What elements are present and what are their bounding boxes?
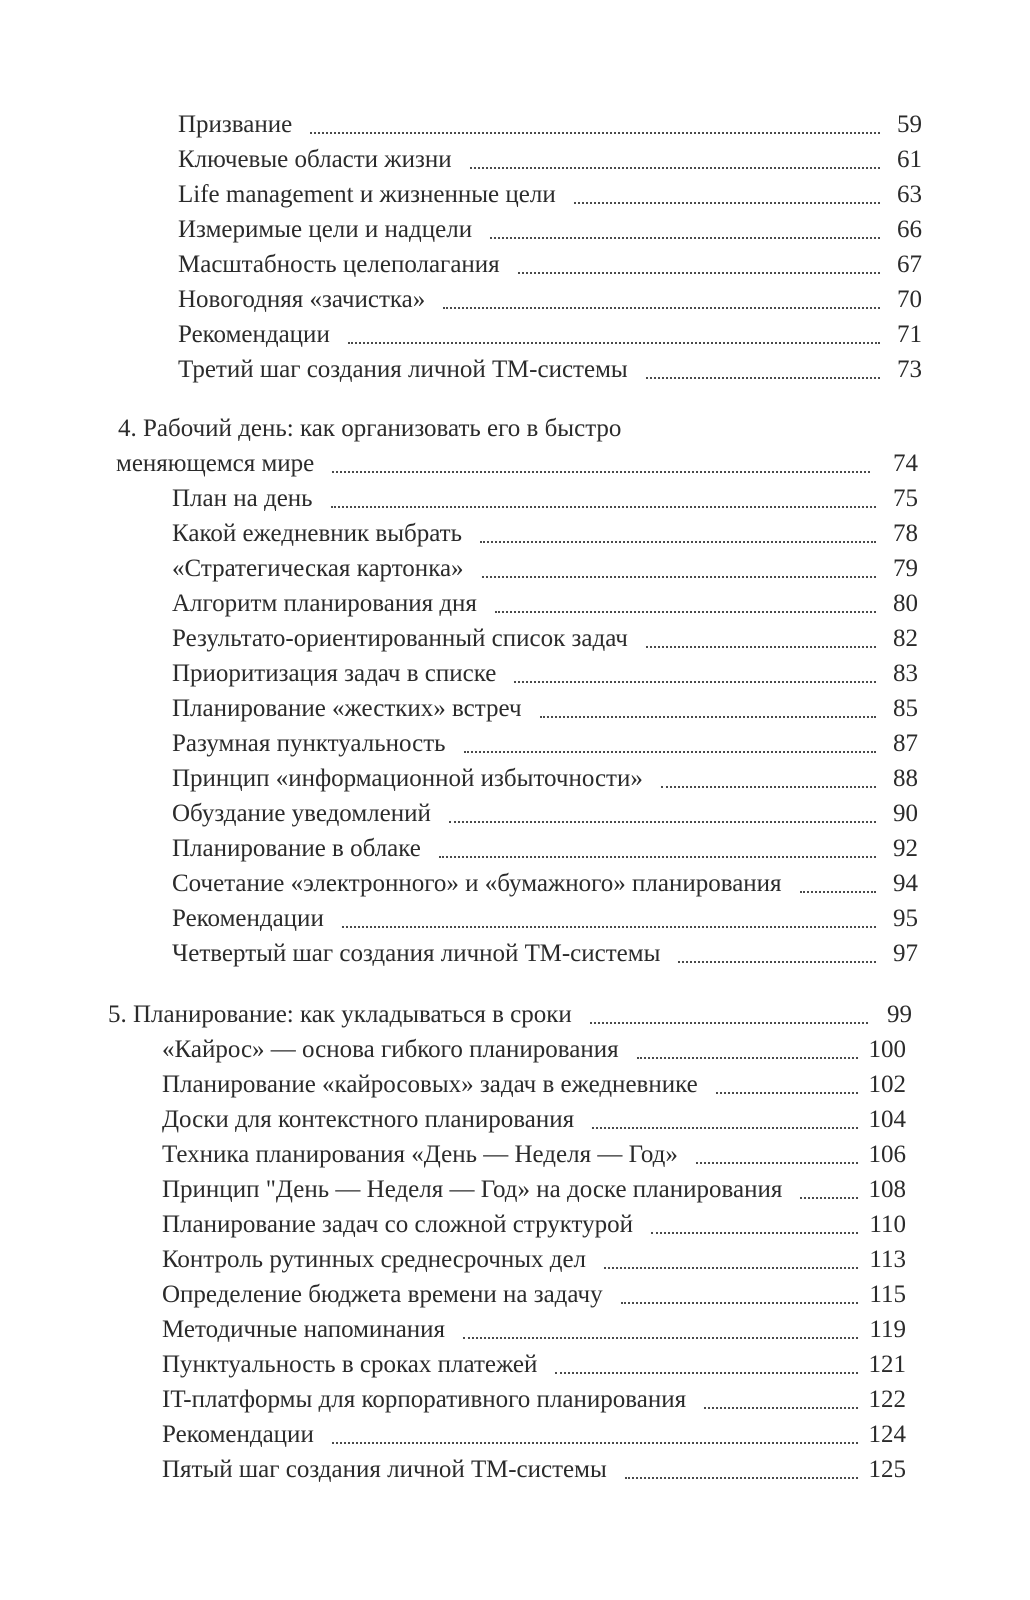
toc-entry [0, 1070, 1030, 1105]
toc-entry-title: Сочетание «электронного» и «бумажного» планирования [172, 870, 782, 897]
toc-entry-title: Принцип «информационной избыточности» [172, 765, 643, 792]
page-number: 73 [897, 356, 922, 383]
toc-entry [0, 110, 1030, 145]
toc-entry-title: Измеримые цели и надцели [178, 216, 473, 243]
toc-entry-title: План на день [172, 485, 313, 512]
toc-entry-title: Доски для контекстного планирования [162, 1106, 575, 1133]
dot-leader [678, 961, 876, 963]
page-number: 78 [893, 520, 918, 547]
dot-leader [590, 1022, 868, 1024]
dot-leader [482, 576, 876, 578]
toc-entry-title: Техника планирования «День — Неделя — Год» [162, 1141, 678, 1168]
toc-entry [0, 1350, 1030, 1385]
toc-entry [0, 1455, 1030, 1490]
toc-entry [0, 764, 1030, 799]
toc-entry [0, 250, 1030, 285]
page-number: 104 [868, 1106, 906, 1133]
page-number: 94 [893, 870, 918, 897]
page-number: 121 [868, 1351, 906, 1378]
dot-leader [621, 1302, 858, 1304]
dot-leader [490, 237, 880, 239]
chapter-title-continued: меняющемся мире [116, 450, 315, 477]
toc-entry [0, 659, 1030, 694]
toc-entry-title: «Стратегическая картонка» [172, 555, 464, 582]
toc-entry [0, 694, 1030, 729]
page-number: 92 [893, 835, 918, 862]
toc-entry-title: Планирование в облаке [172, 835, 421, 862]
dot-leader [518, 272, 880, 274]
dot-leader [637, 1057, 858, 1059]
toc-entry [0, 145, 1030, 180]
page-number: 125 [868, 1456, 906, 1483]
toc-entry [0, 1210, 1030, 1245]
toc-entry-title: Рекомендации [172, 905, 324, 932]
toc-section-3-continued [0, 110, 1030, 390]
dot-leader [439, 856, 876, 858]
toc-entry [0, 834, 1030, 869]
page-number: 82 [893, 625, 918, 652]
page-number: 67 [897, 251, 922, 278]
dot-leader [310, 132, 880, 134]
dot-leader [696, 1162, 858, 1164]
toc-entry-title: Обуздание уведомлений [172, 800, 431, 827]
toc-entry [0, 589, 1030, 624]
page-number: 87 [893, 730, 918, 757]
chapter-title: 4. Рабочий день: как организовать его в быстро [118, 415, 622, 442]
toc-entry-title: Планирование задач со сложной структурой [162, 1211, 634, 1238]
toc-entry-title: «Кайрос» — основа гибкого планирования [162, 1036, 619, 1063]
page-number: 70 [897, 286, 922, 313]
toc-entry-title: Четвертый шаг создания личной ТМ-системы [172, 940, 661, 967]
toc-entry [0, 1105, 1030, 1140]
toc-entry [0, 1280, 1030, 1315]
toc-entry [0, 624, 1030, 659]
page-number: 66 [897, 216, 922, 243]
toc-entry [0, 904, 1030, 939]
toc-entry-title: Алгоритм планирования дня [172, 590, 477, 617]
page-number: 108 [868, 1176, 906, 1203]
toc-entry-title: Рекомендации [178, 321, 330, 348]
page-number: 122 [868, 1386, 906, 1413]
page-number: 99 [887, 1001, 912, 1028]
toc-entry [0, 1245, 1030, 1280]
page-number: 80 [893, 590, 918, 617]
toc-entry-title: Планирование «жестких» встреч [172, 695, 522, 722]
page-number: 61 [897, 146, 922, 173]
toc-entry-title: Разумная пунктуальность [172, 730, 446, 757]
toc-entry-title: Призвание [178, 111, 293, 138]
toc-entry [0, 1420, 1030, 1455]
page-number: 85 [893, 695, 918, 722]
page-number: 95 [893, 905, 918, 932]
toc-entry [0, 1385, 1030, 1420]
dot-leader [464, 751, 876, 753]
page-number: 106 [868, 1141, 906, 1168]
dot-leader [514, 681, 876, 683]
dot-leader [555, 1372, 858, 1374]
dot-leader [332, 1442, 858, 1444]
dot-leader [348, 342, 880, 344]
page-number: 115 [869, 1281, 906, 1308]
page-number: 97 [893, 940, 918, 967]
toc-entry-title: Какой ежедневник выбрать [172, 520, 463, 547]
page-number: 113 [869, 1246, 906, 1273]
toc-entry-chapter-heading [0, 449, 1030, 484]
page-number: 75 [893, 485, 918, 512]
dot-leader [443, 307, 880, 309]
toc-entry-title: Масштабность целеполагания [178, 251, 500, 278]
toc-entry [0, 484, 1030, 519]
toc-entry [0, 869, 1030, 904]
toc-entry-title: Life management и жизненные цели [178, 181, 556, 208]
page-number: 102 [868, 1071, 906, 1098]
toc-entry [0, 285, 1030, 320]
toc-entry-title: Определение бюджета времени на задачу [162, 1281, 603, 1308]
dot-leader [470, 167, 880, 169]
page-number: 79 [893, 555, 918, 582]
page-number: 124 [868, 1421, 906, 1448]
dot-leader [574, 202, 880, 204]
toc-entry-chapter-heading [0, 1000, 1030, 1035]
toc-entry-title: Методичные напоминания [162, 1316, 446, 1343]
toc-entry-title: Третий шаг создания личной ТМ-системы [178, 356, 628, 383]
toc-entry [0, 320, 1030, 355]
dot-leader [661, 786, 876, 788]
dot-leader [449, 821, 876, 823]
toc-entry-title: Приоритизация задач в списке [172, 660, 497, 687]
toc-entry-title: Новогодняя «зачистка» [178, 286, 426, 313]
dot-leader [646, 646, 876, 648]
dot-leader [625, 1477, 858, 1479]
toc-entry-title: IT-платформы для корпоративного планирования [162, 1386, 687, 1413]
page-number: 90 [893, 800, 918, 827]
toc-entry [0, 554, 1030, 589]
dot-leader [704, 1407, 858, 1409]
toc-entry-title: Пунктуальность в сроках платежей [162, 1351, 538, 1378]
page-number: 88 [893, 765, 918, 792]
dot-leader [540, 716, 876, 718]
toc-entry [0, 1140, 1030, 1175]
chapter-title: 5. Планирование: как укладываться в сроки [108, 1001, 572, 1028]
dot-leader [646, 377, 880, 379]
toc-entry [0, 1035, 1030, 1070]
dot-leader [342, 926, 876, 928]
dot-leader [495, 611, 876, 613]
dot-leader [463, 1337, 858, 1339]
toc-entry [0, 355, 1030, 390]
toc-entry [0, 215, 1030, 250]
dot-leader [651, 1232, 858, 1234]
page-number: 119 [869, 1316, 906, 1343]
toc-entry-title: Планирование «кайросовых» задач в ежедневнике [162, 1071, 698, 1098]
toc-entry [0, 729, 1030, 764]
page-number: 59 [897, 111, 922, 138]
dot-leader [604, 1267, 858, 1269]
page-number: 83 [893, 660, 918, 687]
dot-leader [331, 506, 876, 508]
toc-entry [0, 1315, 1030, 1350]
toc-entry [0, 180, 1030, 215]
toc-entry [0, 1175, 1030, 1210]
dot-leader [332, 471, 870, 473]
toc-entry [0, 799, 1030, 834]
page-number: 110 [869, 1211, 906, 1238]
dot-leader [716, 1092, 858, 1094]
toc-entry-title: Контроль рутинных среднесрочных дел [162, 1246, 587, 1273]
toc-entry [0, 519, 1030, 554]
page-number: 100 [868, 1036, 906, 1063]
toc-entry-title: Пятый шаг создания личной ТМ-системы [162, 1456, 607, 1483]
dot-leader [480, 541, 876, 543]
toc-entry-title: Ключевые области жизни [178, 146, 452, 173]
page-number: 74 [893, 450, 918, 477]
toc-entry-title: Результато-ориентированный список задач [172, 625, 628, 652]
page-number: 63 [897, 181, 922, 208]
toc-entry [0, 939, 1030, 974]
page-number: 71 [897, 321, 922, 348]
dot-leader [592, 1127, 858, 1129]
toc-entry-title: Рекомендации [162, 1421, 314, 1448]
toc-entry-title: Принцип "День — Неделя — Год» на доске планирования [162, 1176, 783, 1203]
